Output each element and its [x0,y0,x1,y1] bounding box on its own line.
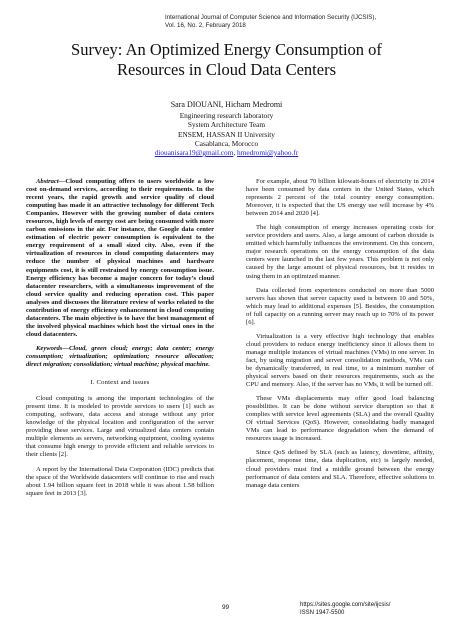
body-paragraph: A report by the International Data Corporation (IDC) predicts that the space of the Worldwide datacenters will continue to rise and reach about 1.94 billion square feet in 2018 while it was about 1.58 billion square feet in 2013 [3]. [26,465,214,497]
keywords [26,345,214,369]
body-paragraph: The high consumption of energy increases operating costs for service providers and users. Also, a large amount of carbon dioxide is emitted which harmfully influences the environment. On this concern, major research operations on the energy consumption of the data centers were launched in the last few years. This problem is not only caused by the large amount of physical resources, but it resides in using them in an optimized manner. [246,224,434,280]
affiliation-line-4: Casablanca, Morocco [194,138,259,148]
abstract [26,178,214,339]
email-link-2[interactable]: hmedromi@yahoo.fr [237,148,299,158]
authors-block [0,100,453,157]
right-column [246,178,434,496]
footer-url[interactable]: https://sites.google.com/site/ijcsis/ [300,602,391,608]
keywords-text: —Cloud, green cloud; energy; data center; energy consumption; virtualization; optimization; resource allocation; direct migration; consolidation; virtual machine; physical machine. [26,344,214,369]
body-paragraph: Data collected from experiences conducted on more than 5000 servers has shown that server capacity used is between 10 and 50%, which may lead to additional expenses [5]. Besides, the consumption of full capacity on a running server may reach up to 70% of its power [6]. [246,286,434,326]
email-separator: , [233,148,238,158]
abstract-text: —Cloud computing offers to users worldwide a low cost on-demand services, according to their requirements. In the recent years, the rapid growth and service quality of cloud computing has made it an attractive technology for different Tech Companies. However with the growing number of data centers resources, high levels of energy cost are being consumed with more carbon emissions in the air. For instance, the Google data center estimation of electric power consumption is equivalent to the energy requirement of a small sized city. Also, even if the virtualization of resources in cloud computing datacenters may reduce the number of physical machines and hardware equipments cost, it is still restrained by energy consumption issue. Energy efficiency has become a major concern for today’s cloud datacenter researchers, with a simultaneous improvement of the cloud service quality and reducing operation cost. This paper analyses and discusses the literature review of works related to the contribution of energy efficiency enhancement in cloud computing datacenters. The main objective is to have the best management of the involved physical machines which host the virtual ones in the cloud datacenters. [26,178,214,338]
body-paragraph: For example, about 70 billion kilowatt-hours of electricity in 2014 have been consumed by data centers in the United States, which represents 2 percent of the total country energy consumption. Moreover, it is expected that the US energy use will increase by 4% between 2014 and 2020 [4]. [246,178,434,218]
affiliation-line-1: Engineering research laboratory [179,111,274,121]
keywords-label: Keywords [36,344,63,352]
paper-title [0,40,453,80]
page-number: 99 [222,604,230,611]
journal-volume: Vol. 16, No. 2, February 2018 [165,22,246,29]
affiliation-line-2: System Architecture Team [187,120,266,130]
left-column [26,178,214,504]
footer-info [300,602,390,617]
body-paragraph: Cloud computing is among the important technologies of the present time. It is modeled to provide services to users [1] such as computing, software, data access and storage without any prior knowledge of the physical location and configuration of the server providing these services. Large and virtualized data centers contain multiple elements as servers, networking equipment, cooling systems that consume high energy to provide efficient and reliable services to their clients [2]. [26,395,214,459]
title-line-1: Survey: An Optimized Energy Consumption of [71,40,382,59]
title-line-2: Resources in Cloud Data Centers [116,60,337,79]
body-paragraph: These VMs displacements may offer good load balancing possibilities. It can be done without service disruption so that it complies with service level agreements (SLA) and the overall Quality Of virtual Services (QoS). However, consolidating badly managed VMs can lead to performance degradation when the demand of resources usage is increased. [246,395,434,443]
body-paragraph: Virtualization is a very effective high technology that enables cloud providers to reduce energy inefficiency since it allows them to manage multiple instances of virtual machines (VMs) in one server. In fact, by using migration and server consolidation methods, VMs can be dynamically transferred, in real time, to a minimum number of physical servers based on their resources requirements, such as the CPU and memory. Also, if the server has no VMs, it will be turned off. [246,332,434,389]
title-block [0,40,453,80]
journal-header [165,14,435,30]
footer-issn: ISSN 1947-5500 [300,609,345,616]
section-heading: I. Context and issues [90,379,150,387]
abstract-label: Abstract [36,178,59,185]
body-paragraph: Since QoS defined by SLA (such as latency, downtime, affinity, placement, response time, data duplication, etc) is largely needed, cloud providers must find a middle ground between the energy performance of data centers and SLA. Therefore, effective solutions to manage data centers [246,449,434,489]
author-names: Sara DIOUANI, Hicham Medromi [170,100,283,109]
author-emails [0,148,453,157]
affiliation-line-3: ENSEM, HASSAN II University [178,129,275,139]
email-link-1[interactable]: diouanisara19@gmail.com [154,148,234,158]
journal-name: International Journal of Computer Science and Information Security (IJCSIS), [165,14,377,21]
